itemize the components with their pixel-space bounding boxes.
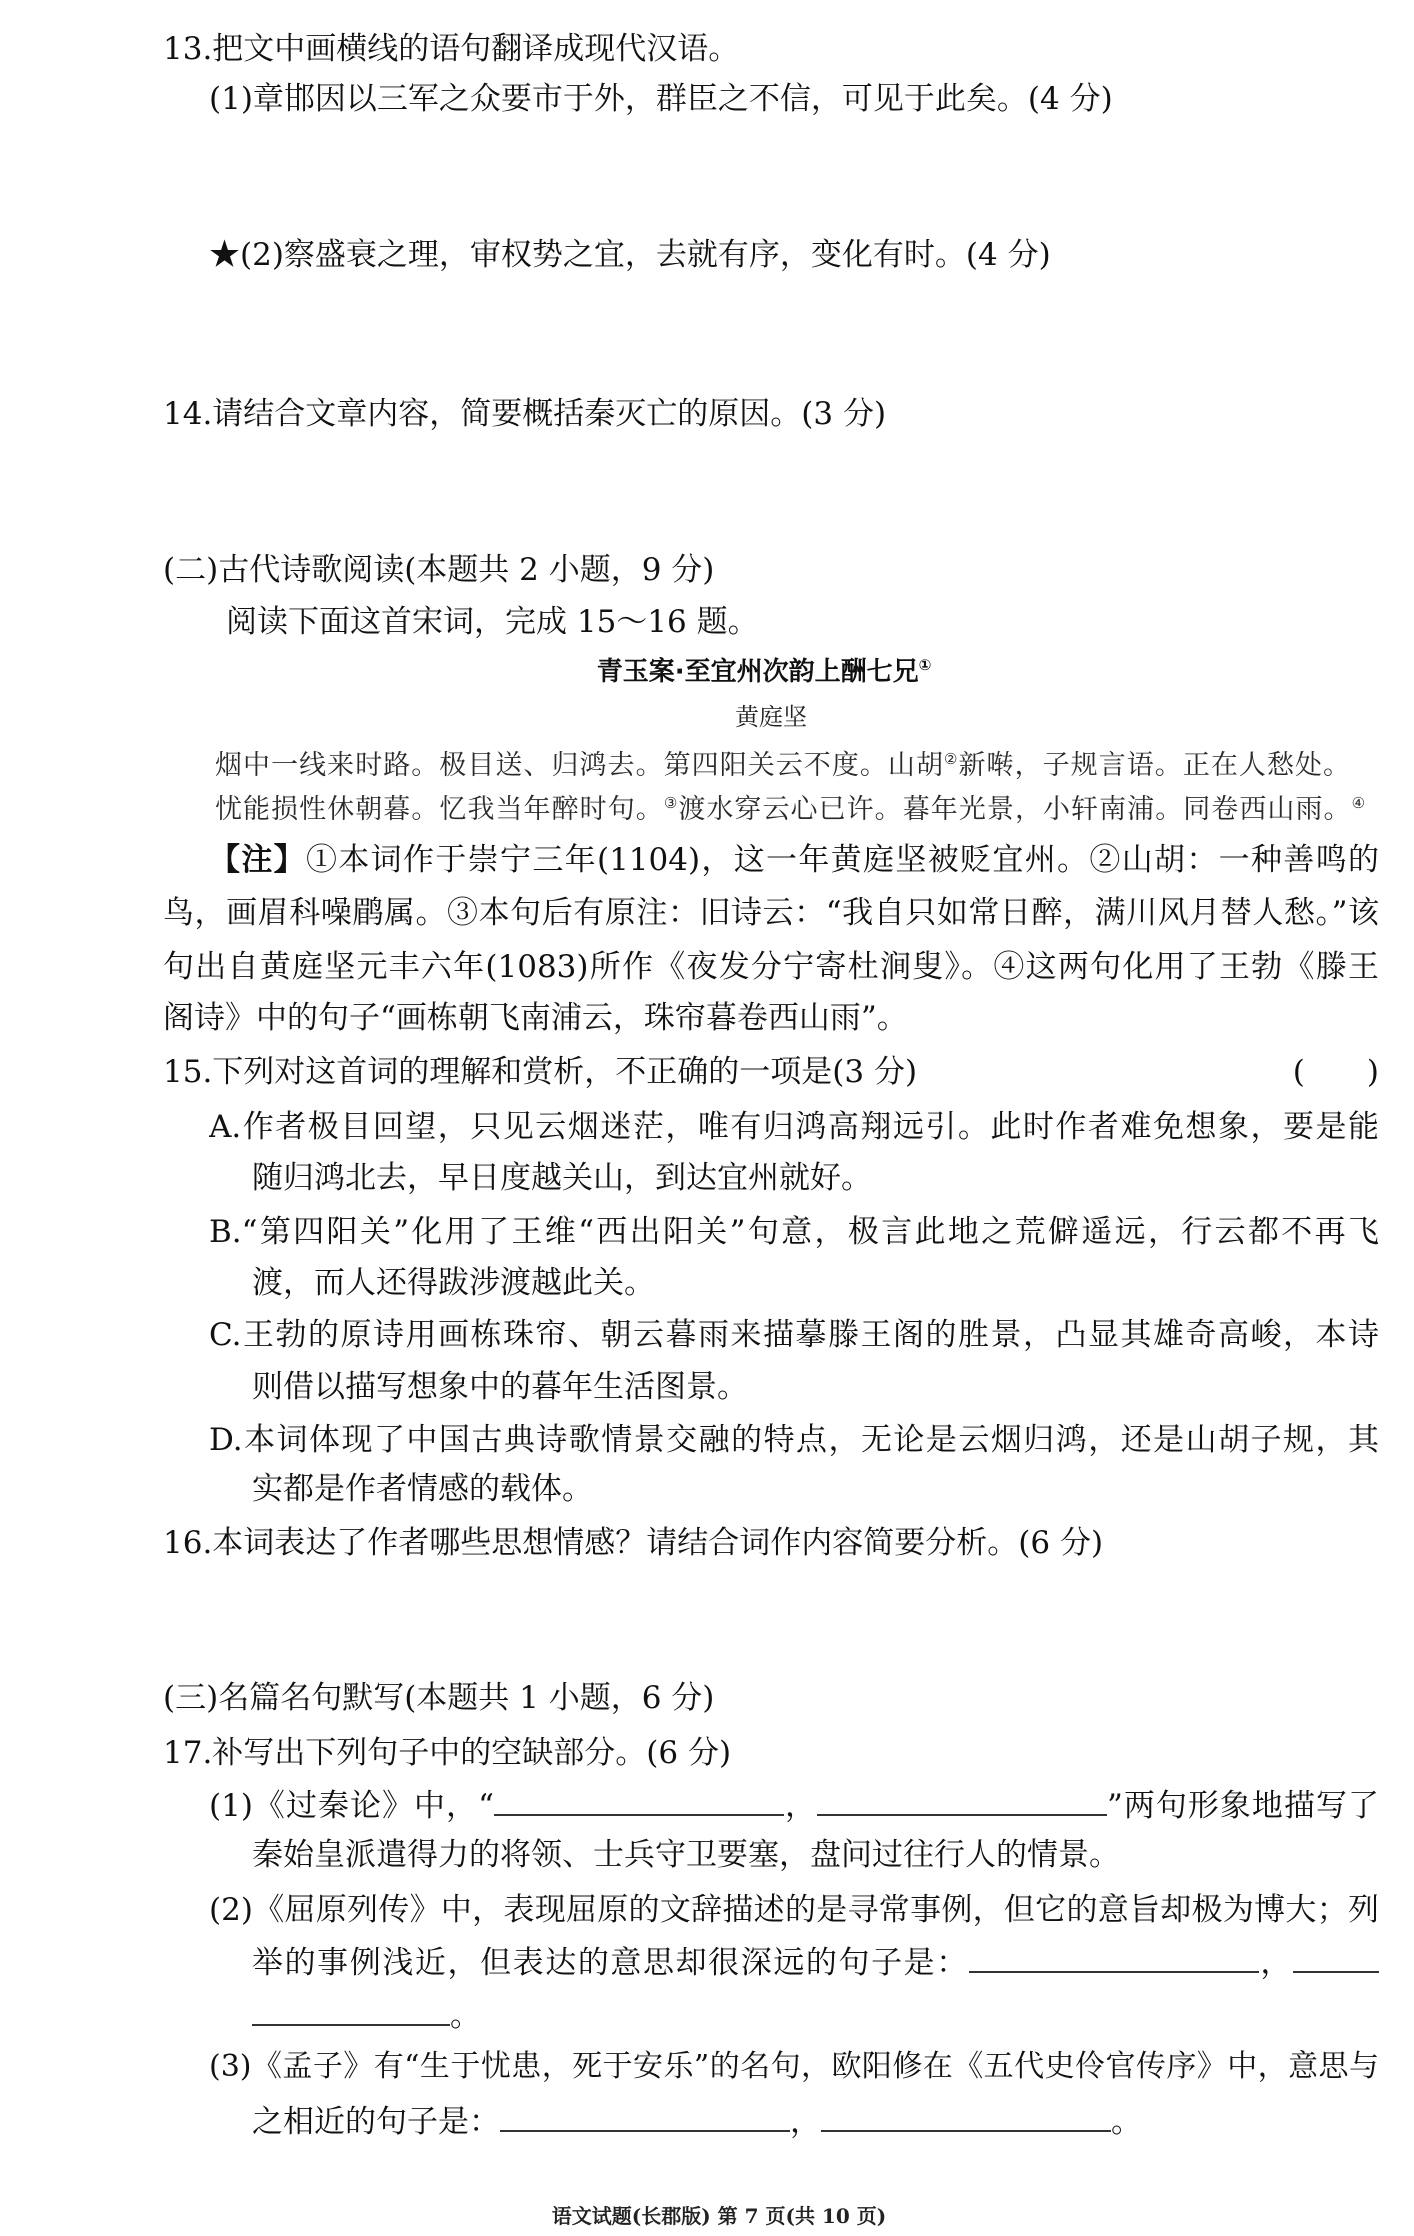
notes-line-2: 鸟，画眉科噪鹛属。③本句后有原注：旧诗云：“我自只如常日醉，满川风月替人愁。”该 (163, 895, 1379, 931)
q15-option-b-line-2: 渡，而人还得跋涉渡越此关。 (252, 1265, 655, 1301)
fill-blank (821, 2105, 1111, 2132)
poem-title-text: 青玉案·至宜州次韵上酬七兄 (596, 657, 919, 687)
poem-note-mark-3: ③ (663, 794, 679, 812)
q13-item-2-text: (2)察盛衰之理，审权势之宜，去就有序，变化有时。(4 分) (240, 237, 1051, 273)
q17-item-1-line-2: 秦始皇派遣得力的将领、士兵守卫要塞，盘问过往行人的情景。 (252, 1837, 1120, 1873)
poem-author: 黄庭坚 (735, 703, 807, 731)
page-footer: 语文试题(长郡版) 第 7 页(共 10 页) (551, 2204, 887, 2228)
fill-blank (494, 1789, 784, 1816)
poem-title-note-mark: ① (918, 656, 932, 674)
notes-line-1-text: ①本词作于崇宁三年(1104)，这一年黄庭坚被贬宜州。②山胡：一种善鸣的 (306, 842, 1379, 878)
poem-line-2-part-a: 忧能损性休朝暮。忆我当年醉时句。 (215, 794, 664, 825)
q17-item-2-text-before: 举的事例浅近，但表达的意思却很深远的句子是： (252, 1945, 969, 1981)
fill-blank (500, 2105, 790, 2132)
poem-line-1-part-b: 新啭，子规言语。正在人愁处。 (958, 750, 1350, 781)
q17-item-3-line-2 (252, 2100, 1379, 2144)
q15-option-a-line-1: A.作者极目回望，只见云烟迷茫，唯有归鸿高翔远引。此时作者难免想象，要是能 (209, 1109, 1379, 1145)
notes-line-4: 阁诗》中的句子“画栋朝飞南浦云，珠帘暮卷西山雨”。 (163, 1000, 908, 1036)
fill-blank (817, 1789, 1107, 1816)
q15-option-b-line-1: B.“第四阳关”化用了王维“西出阳关”句意，极言此地之荒僻遥远，行云都不再飞 (209, 1214, 1379, 1250)
q17-item-2-line-3 (252, 1994, 1379, 2038)
notes-label: 【注】 (209, 842, 306, 878)
q17-item-1-text-mid: ， (783, 1788, 817, 1824)
section3-heading: (三)名篇名句默写(本题共 1 小题，6 分) (163, 1680, 715, 1716)
q16-stem: 16.本词表达了作者哪些思想情感？请结合词作内容简要分析。(6 分) (163, 1525, 1104, 1561)
q15-option-c-line-1: C.王勃的原诗用画栋珠帘、朝云暮雨来描摹滕王阁的胜景，凸显其雄奇高峻，本诗 (209, 1317, 1379, 1353)
poem-line-2-part-b: 渡水穿云心已许。暮年光景，小轩南浦。同卷西山雨。 (678, 794, 1352, 825)
q17-item-1-line-1 (209, 1784, 1379, 1828)
q13-item-2 (209, 233, 1379, 277)
q17-item-2-text-mid: ， (1258, 1945, 1294, 1981)
section2-instruction: 阅读下面这首宋词，完成 15～16 题。 (226, 604, 759, 640)
q17-item-2-line-1: (2)《屈原列传》中，表现屈原的文辞描述的是寻常事例，但它的意旨却极为博大；列 (209, 1892, 1379, 1928)
q15-option-c-line-2: 则借以描写想象中的暮年生活图景。 (252, 1369, 748, 1405)
q15-option-d-line-1: D.本词体现了中国古典诗歌情景交融的特点，无论是云烟归鸿，还是山胡子规，其 (209, 1422, 1379, 1458)
q17-item-3-line-1: (3)《孟子》有“生于忧患，死于安乐”的名句，欧阳修在《五代史伶官传序》中，意思与 (209, 2049, 1379, 2084)
q17-item-3-text-after: 。 (1111, 2104, 1142, 2140)
q15-stem: 15.下列对这首词的理解和赏析，不正确的一项是(3 分) (163, 1054, 918, 1090)
q17-item-1-text-before: (1)《过秦论》中，“ (209, 1788, 494, 1824)
poem-line-1-part-a: 烟中一线来时路。极目送、归鸿去。第四阳关云不度。山胡 (215, 750, 945, 781)
q17-item-2-text-after: 。 (450, 1998, 481, 2034)
poem-line-2 (215, 791, 1365, 829)
fill-blank (1293, 1946, 1379, 1973)
poem-note-mark-2: ② (944, 750, 959, 768)
q17-item-3-text-mid: ， (790, 2104, 821, 2140)
q14-stem: 14.请结合文章内容，简要概括秦灭亡的原因。(3 分) (163, 396, 887, 432)
fill-blank (252, 1999, 450, 2026)
q17-item-1-text-after: ”两句形象地描写了 (1106, 1788, 1379, 1824)
q17-item-3-text-before: 之相近的句子是： (252, 2104, 500, 2140)
answer-bracket: ( ) (1292, 1054, 1379, 1090)
q17-stem: 17.补写出下列句子中的空缺部分。(6 分) (163, 1735, 732, 1771)
q15-option-a-line-2: 随归鸿北去，早日度越关山，到达宜州就好。 (252, 1160, 872, 1196)
q15-option-d-line-2: 实都是作者情感的载体。 (252, 1471, 593, 1507)
q17-item-2-line-2 (252, 1941, 1379, 1985)
q13-item-1: (1)章邯因以三军之众要市于外，群臣之不信，可见于此矣。(4 分) (209, 81, 1113, 117)
poem-line-1 (215, 747, 1350, 785)
poem-title (500, 652, 1028, 692)
poem-note-mark-4: ④ (1351, 794, 1365, 812)
star-icon: ★ (209, 237, 240, 273)
notes-line-1 (209, 838, 1379, 882)
fill-blank (969, 1946, 1259, 1973)
section2-heading: (二)古代诗歌阅读(本题共 2 小题，9 分) (163, 552, 715, 588)
q13-stem: 13.把文中画横线的语句翻译成现代汉语。 (163, 31, 740, 67)
notes-line-3: 句出自黄庭坚元丰六年(1083)所作《夜发分宁寄杜涧叟》。④这两句化用了王勃《滕王 (163, 949, 1379, 985)
